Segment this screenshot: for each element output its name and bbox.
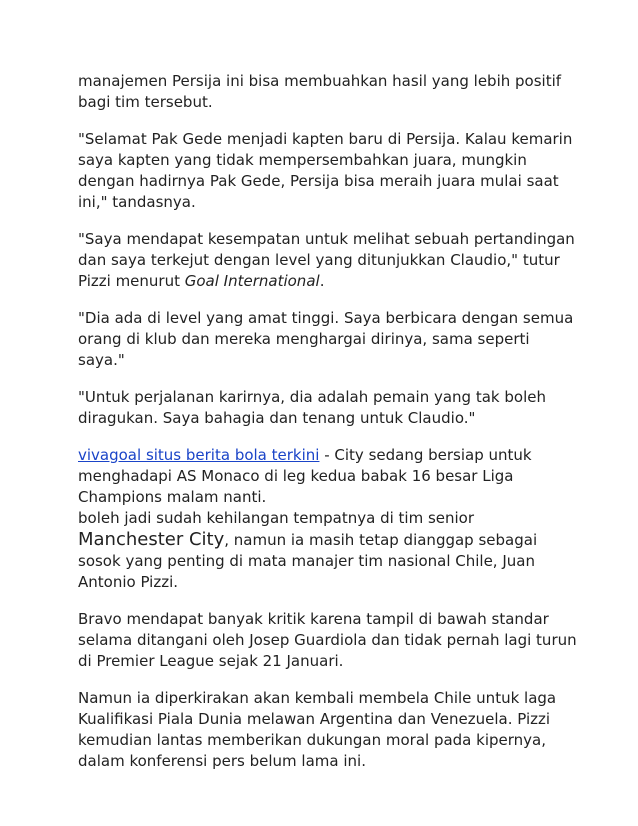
club-name: Manchester City — [78, 529, 225, 550]
article-body — [78, 71, 578, 788]
paragraph-9: Namun ia diperkirakan akan kembali membela Chile untuk laga Kualifikasi Piala Dunia melawan Argentina dan Venezuela. Pizzi kemudian lantas memberikan dukungan moral pada kipernya, dalam konferensi pers belum lama ini. — [78, 689, 557, 770]
paragraph-7-text: boleh jadi sudah kehilangan tempatnya di tim senior — [78, 509, 475, 527]
paragraph-6-text: - City sedang bersiap untuk menghadapi AS Monaco di leg kedua babak 16 besar Liga Champions malam nanti. — [78, 446, 532, 506]
paragraph-3-end: . — [319, 272, 325, 290]
paragraph-7-rest: , namun ia masih tetap dianggap sebagai sosok yang penting di mata manajer tim nasional Chile, Juan Antonio Pizzi. — [78, 531, 538, 591]
paragraph-5: "Untuk perjalanan karirnya, dia adalah pemain yang tak boleh diragukan. Saya bahagia dan tenang untuk Claudio." — [78, 388, 546, 427]
paragraph-3 — [78, 229, 578, 292]
paragraph-4: "Dia ada di level yang amat tinggi. Saya berbicara dengan semua orang di klub dan mereka menghargai dirinya, sama seperti saya." — [78, 309, 574, 369]
paragraph-1: manajemen Persija ini bisa membuahkan hasil yang lebih positif bagi tim tersebut. — [78, 72, 562, 111]
source-name: Goal International — [184, 272, 320, 290]
paragraph-2: "Selamat Pak Gede menjadi kapten baru di Persija. Kalau kemarin saya kapten yang tidak mempersembahkan juara, mungkin dengan hadirnya Pak Gede, Persija bisa meraih juara mulai saat ini," tandasnya. — [78, 130, 573, 211]
paragraph-8: Bravo mendapat banyak kritik karena tampil di bawah standar selama ditangani oleh Josep Guardiola dan tidak pernah lagi turun di Premier League sejak 21 Januari. — [78, 610, 577, 670]
paragraph-7 — [78, 508, 578, 593]
paragraph-6 — [78, 445, 578, 508]
paragraph-3-text: "Saya mendapat kesempatan untuk melihat sebuah pertandingan dan saya terkejut dengan level yang ditunjukkan Claudio," tutur Pizzi menurut — [78, 230, 575, 290]
vivagoal-link[interactable]: vivagoal situs berita bola terkini — [78, 446, 320, 464]
